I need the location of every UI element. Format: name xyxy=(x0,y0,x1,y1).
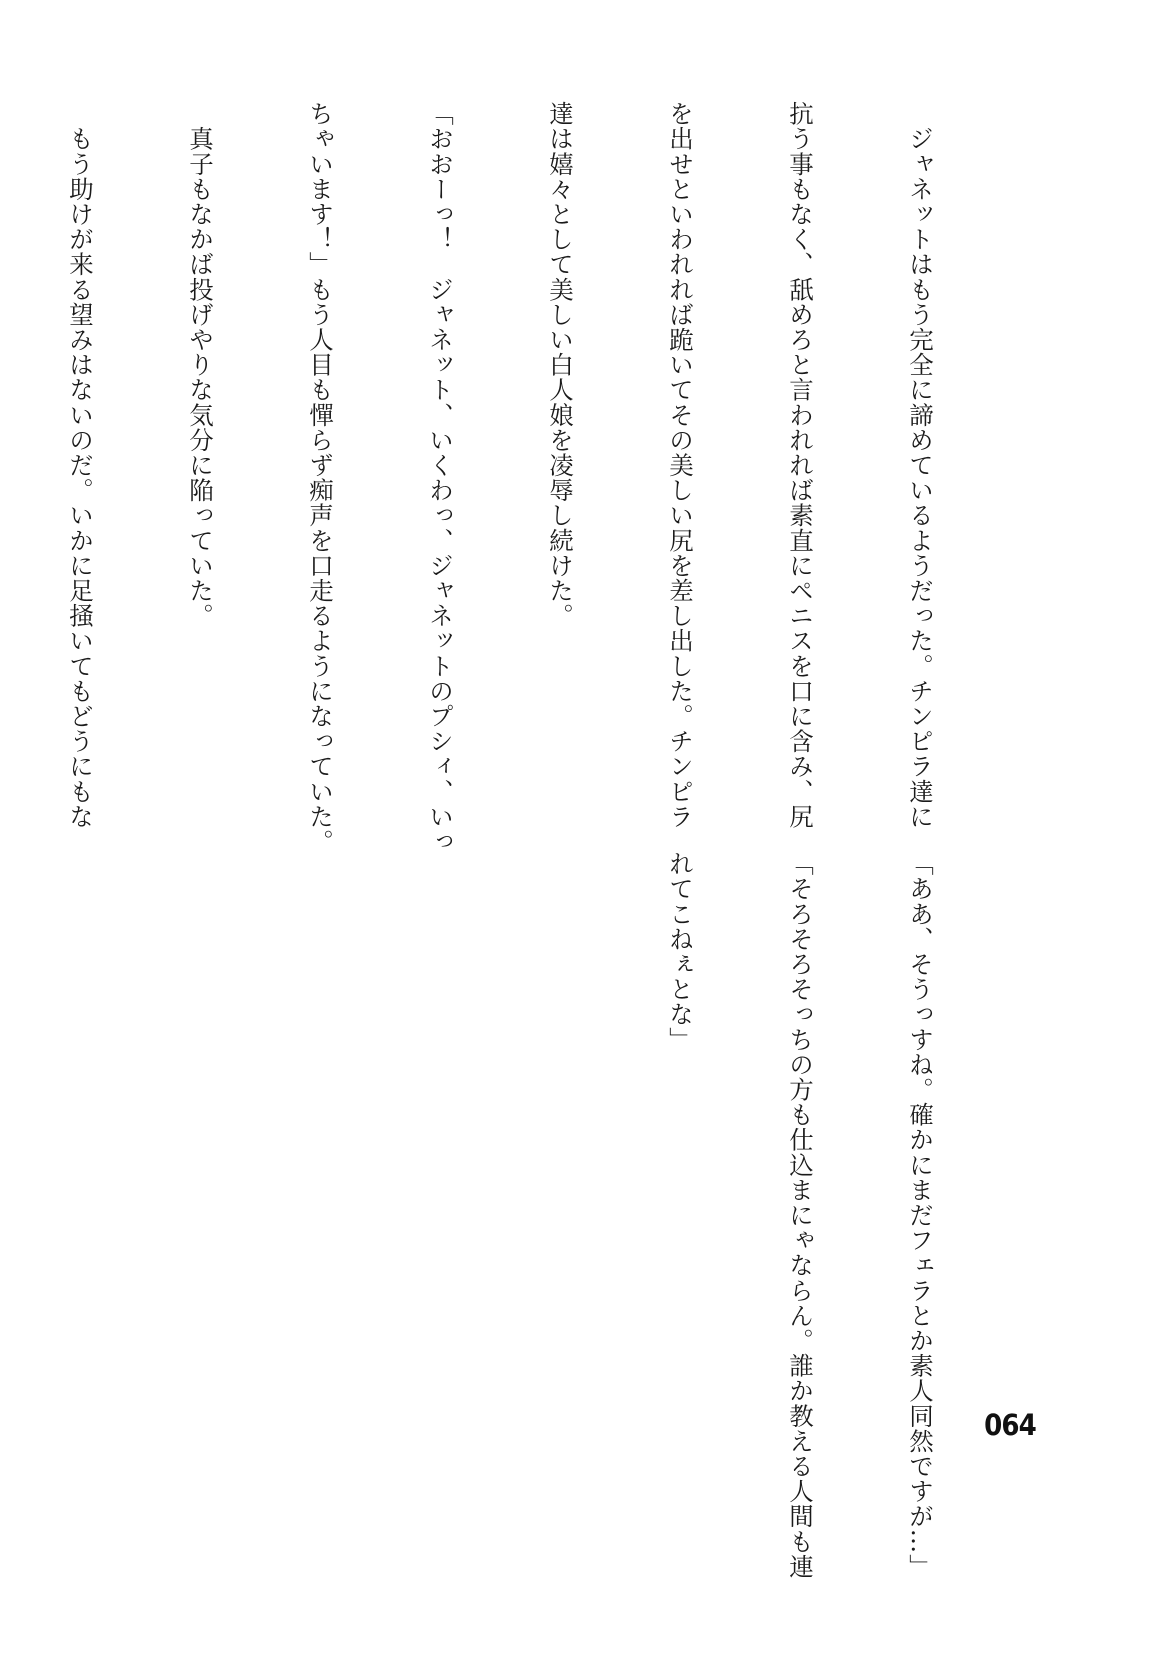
lower-text-block xyxy=(580,851,1020,1579)
text-line: 達は嬉々として美しい白人娘を凌辱し続けた。 xyxy=(546,101,575,629)
text-line: 「そろそろそっちの方も仕込まにゃならん。誰か教える人間も連 xyxy=(786,851,815,1579)
text-line: もう助けが来る望みはないのだ。いかに足掻いてもどうにもな xyxy=(66,101,95,829)
text-line: 真子もなかば投げやりな気分に陥っていた。 xyxy=(186,101,215,629)
text-line: 「ああ、そうっすね。確かにまだフェラとか素人同然ですが…」 xyxy=(906,851,935,1579)
text-line: 抗う事もなく、舐めろと言われれば素直にペニスを口に含み、尻 xyxy=(786,101,815,829)
text-line: を出せといわれれば跪いてその美しい尻を差し出した。チンピラ xyxy=(666,101,695,829)
page-number: 064 xyxy=(984,1408,1036,1442)
upper-text-block xyxy=(0,101,1020,854)
text-line: ちゃいます！」もう人目も憚らず痴声を口走るようになっていた。 xyxy=(306,101,335,854)
text-line: ジャネットはもう完全に諦めているようだった。チンピラ達に xyxy=(906,101,935,829)
text-line: 「おおーっ！ ジャネット、いくわっ、ジャネットのプシィ、いっ xyxy=(426,101,455,854)
text-line: れてこねぇとな」 xyxy=(666,851,695,1052)
